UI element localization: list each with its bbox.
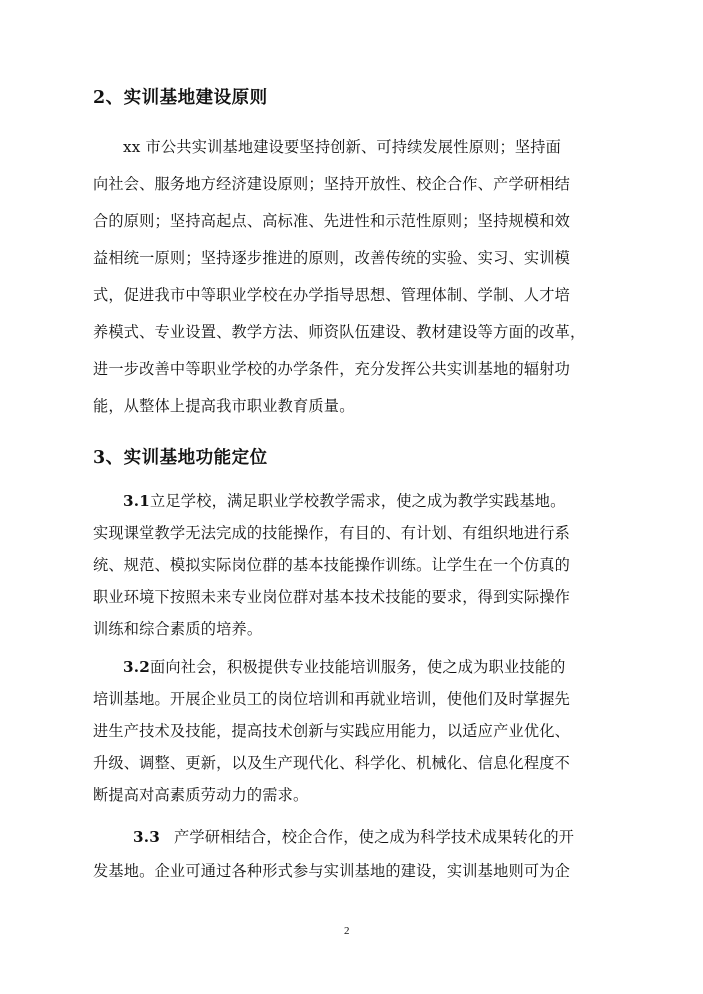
item-3-3-line: 发基地。企业可通过各种形式参与实训基地的建设，实训基地则可为企 bbox=[93, 862, 571, 880]
item-3-3-number: 3.3 bbox=[133, 828, 161, 846]
section-2-line: 合的原则；坚持高起点、高标准、先进性和示范性原则；坚持规模和效 bbox=[93, 212, 571, 230]
item-3-2-line: 升级、调整、更新，以及生产现代化、科学化、机械化、信息化程度不 bbox=[93, 754, 571, 772]
item-3-2-number: 3.2 bbox=[123, 658, 151, 676]
section-2-line: 进一步改善中等职业学校的办学条件，充分发挥公共实训基地的辐射功 bbox=[93, 360, 571, 378]
item-3-2-first-line bbox=[123, 656, 566, 677]
item-3-1-line: 训练和综合素质的培养。 bbox=[93, 620, 263, 638]
item-3-1-line: 实现课堂教学无法完成的技能操作，有目的、有计划、有组织地进行系 bbox=[93, 524, 571, 542]
item-3-2-line: 进生产技术及技能，提高技术创新与实践应用能力，以适应产业优化、 bbox=[93, 722, 571, 740]
page-number: 2 bbox=[344, 925, 350, 937]
section-2-line: 向社会、服务地方经济建设原则；坚持开放性、校企合作、产学研相结 bbox=[93, 175, 571, 193]
item-3-3-first-text: 产学研相结合，校企合作，使之成为科学技术成果转化的开 bbox=[174, 828, 575, 846]
section-2-heading: 2、实训基地建设原则 bbox=[93, 88, 268, 108]
item-3-1-first-text: 立足学校，满足职业学校教学需求，使之成为教学实践基地。 bbox=[150, 492, 566, 510]
item-3-3-first-line bbox=[133, 826, 574, 847]
section-2-line: xx 市公共实训基地建设要坚持创新、可持续发展性原则；坚持面 bbox=[123, 138, 562, 156]
section-2-line: 式，促进我市中等职业学校在办学指导思想、管理体制、学制、人才培 bbox=[93, 286, 571, 304]
item-3-2-line: 断提高对高素质劳动力的需求。 bbox=[93, 786, 309, 804]
item-3-2-first-text: 面向社会，积极提供专业技能培训服务，使之成为职业技能的 bbox=[150, 658, 566, 676]
item-3-1-line: 职业环境下按照未来专业岗位群对基本技术技能的要求，得到实际操作 bbox=[93, 588, 571, 606]
section-2-line: 养模式、专业设置、教学方法、师资队伍建设、教材建设等方面的改革， bbox=[93, 323, 586, 341]
item-3-1-first-line bbox=[123, 490, 566, 511]
item-3-1-line: 统、规范、模拟实际岗位群的基本技能操作训练。让学生在一个仿真的 bbox=[93, 556, 571, 574]
section-3-heading: 3、实训基地功能定位 bbox=[93, 448, 268, 468]
item-3-2-line: 培训基地。开展企业员工的岗位培训和再就业培训，使他们及时掌握先 bbox=[93, 690, 571, 708]
item-3-1-number: 3.1 bbox=[123, 492, 151, 510]
section-2-line: 能，从整体上提高我市职业教育质量。 bbox=[93, 397, 355, 415]
section-2-line: 益相统一原则；坚持逐步推进的原则，改善传统的实验、实习、实训模 bbox=[93, 249, 571, 267]
